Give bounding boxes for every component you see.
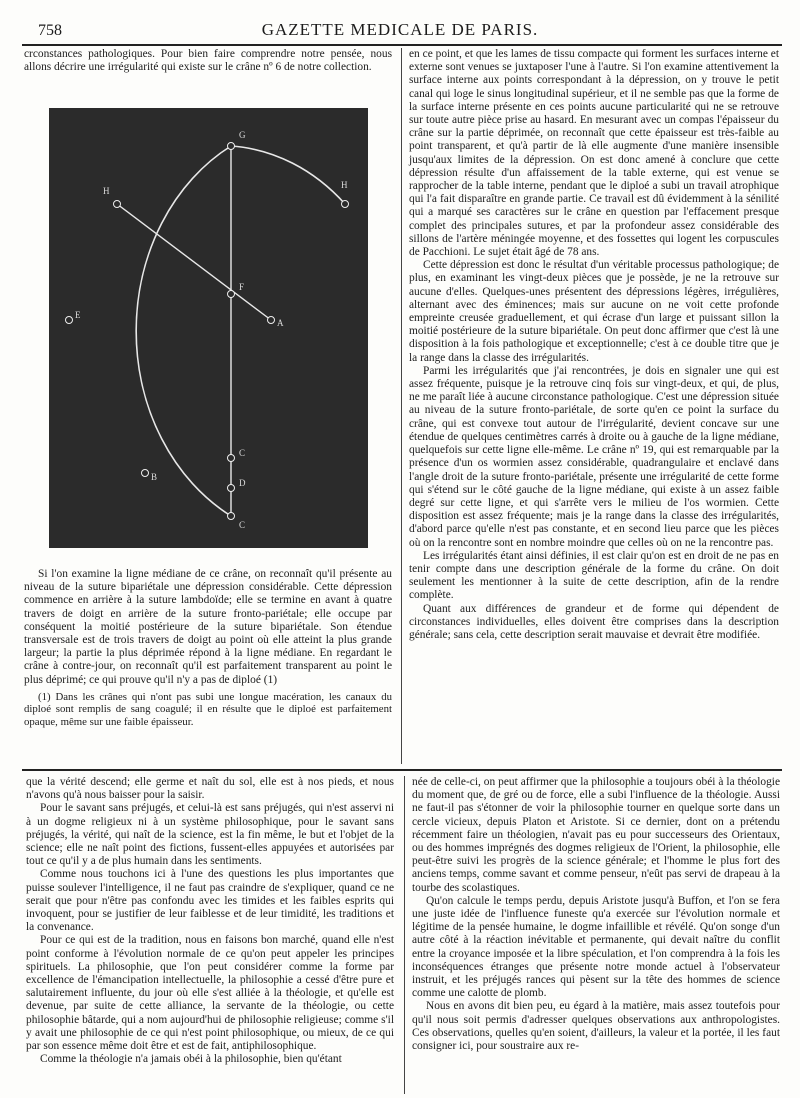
point-c [228, 513, 235, 520]
paragraph: crconstances pathologiques. Pour bien faire comprendre notre pensée, nous allons décrire une irrégularité qui existe sur le crâne nº 6 de notre collection. [24, 48, 392, 74]
point-c-upper [228, 455, 235, 462]
figure-label: E [75, 310, 81, 320]
paragraph: Si l'on examine la ligne médiane de ce crâne, on reconnaît qu'il présente au niveau de la suture bipariétale une dépression considérable. Cette dépression commence en arrière à la suture lambdoïde; elle se termine en avant à quatre travers de doigt en arrière de la suture fronto-pariétale; elle occupe par conséquent la moitié postérieure de la suture bipariétale. Son étendue transversale est de trois travers de doigt au point où elle atteint la plus grande largeur; la partie la plus déprimée répond à la ligne médiane. En regardant le crâne à contre-jour, on reconnaît qu'il est parfaitement transparent au point le plus déprimé; ce qui prouve qu'il n'y a pas de diploé (1) [24, 568, 392, 686]
page-number: 758 [38, 22, 62, 39]
figure-label: C [239, 520, 246, 530]
paragraph: Quant aux différences de grandeur et de forme qui dépendent de circonstances individuelles, elles doivent être comprises dans la description générale; sans cela, cette description serait mauvaise et devrait être modifiée. [409, 602, 779, 641]
figure-label: C [239, 448, 246, 458]
skull-outline-arc [136, 146, 345, 516]
figure-label: G [239, 130, 246, 140]
paragraph: Les irrégularités étant ainsi définies, il est clair qu'on est en droit de ne pas en tenir compte dans une description générale de la forme du crâne. On doit seulement les mentionner à la suite de cette description, afin de la rendre complète. [409, 549, 779, 602]
point-a [268, 317, 275, 324]
paragraph: Qu'on calcule le temps perdu, depuis Aristote jusqu'à Buffon, et l'on se fera une juste idée de l'influence funeste qu'a exercée sur l'évolution normale et légitime de la pensée humaine, le dogme infaillible et révélé. Qu'on songe d'un autre côté à la réaction inévitable et permanente, qui devait naître du conflit entre la croyance imposée et la libre spéculation, et l'on comprendra à la fois les inconséquences étranges que présente notre monde actuel à l'observateur instruit, et les préjugés rances qui pèsent sur la tête des hommes de science comme une calotte de plomb. [412, 894, 780, 1000]
paragraph: Parmi les irrégularités que j'ai rencontrées, je dois en signaler une qui est assez fréquente, puisque je la retrouve cinq fois sur vingt-deux, et qui, de plus, ne me paraît liée à aucune circonstance pathologique. C'est une dépression située au niveau de la suture fronto-pariétale, de sorte qu'en ce point la surface du crâne, qui est convexe tout autour de l'irrégularité, devient concave sur une étendue de quelques centimètres carrés à droite ou à gauche de la ligne médiane, quelquefois sur cette ligne elle-même. Le crâne nº 19, qui est remarquable par la présence d'un os wormien assez considérable, quadrangulaire et enclavé dans l'angle droit de la suture fronto-pariétale, présente une irrégularité de cette forme qui s'étend sur le côté gauche de la ligne médiane, qui existe à un assez faible degré sur cette ligne, et qui s'arrête vers le milieu de l'os wormien. Cette disposition est assez fréquente; mais je la range dans la classe des irrégularités, d'abord parce qu'elle n'est pas constante, et en second lieu parce que les pièces où on la rencontre sont en nombre moindre que celles où on ne la rencontre pas. [409, 364, 779, 549]
point-d [228, 485, 235, 492]
article-column-left-top [24, 48, 392, 74]
paragraph: née de celle-ci, on peut affirmer que la philosophie a toujours obéi à la théologie du moment que, de gré ou de force, elle a subi l'influence de la théologie. Aussi ne faut-il pas s'étonner de voir la philosophie tourner en quelque sorte dans un cercle vicieux, depuis Platon et Aristote. Si ce dernier, dont on a prétendu récemment faire un théologien, n'avait pas eu pour successeurs des Orientaux, ou des hommes imprégnés des dogmes religieux de l'Orient, la philosophie, elle peut-être suivi les progrès de la science générale; et l'homme le plus fort des anciens temps, comme savant et comme penseur, n'eût pas servi de drapeau à la tourbe des scolastiques. [412, 776, 780, 894]
paragraph: en ce point, et que les lames de tissu compacte qui forment les surfaces interne et externe sont venues se juxtaposer l'une à l'autre. Si l'on examine attentivement la surface interne aux points correspondant à la dépression, on y trouve le petit canal qui loge le sinus longitudinal supérieur, et il ne semble pas que la forme de la surface interne présente en ces points aucune particularité qui ne se retrouve sur toute autre pièce prise au hasard. En mesurant avec un compas l'épaisseur du crâne sur la partie déprimée, on reconnaît que cette épaisseur est très-faible au point transparent, et qu'à partir de là elle augmente d'une manière insensible jusqu'aux limites de la dépression. On est donc amené à conclure que cette dépression résulte d'un affaissement de la table externe, qui est venue se rapprocher de la table interne, pendant que le diploé a subi un travail atrophique qui l'a fait disparaître en grande partie. Ce travail est dû évidemment à la sénilité qui a marqué ses caractères sur le crâne en question par l'effacement presque complet des principales sutures, et par la profondeur assez considérable des sillons de l'artère méningée moyenne, et des fossettes qui logent les corpuscules de Pacchioni. Le sujet était âgé de 78 ans. [409, 48, 779, 259]
column-divider [404, 776, 405, 1094]
figure-label: H [103, 186, 110, 196]
header-rule [22, 44, 782, 46]
paragraph: Pour ce qui est de la tradition, nous en faisons bon marché, quand elle n'est point conforme à l'évolution normale de ce qu'on peut appeler les principes spirituels. La philosophie, que l'on peut considérer comme la forme par excellence de l'émancipation intellectuelle, la philosophie a cessé d'être pure et salutairement influente, du jour où elle s'est alliée à la théologie, et qu'elle est devenue, par suite de cette alliance, la servante de la théologie, ou cette philosophie bâtarde, qui a nom aujourd'hui de philosophie religieuse; comme s'il y avait une philosophie de ce qui n'est point philosophique, ou mieux, de ce qui par son essence même doit être et est de fait, antiphilosophique. [26, 934, 394, 1053]
figure-label: A [277, 318, 284, 328]
feuilleton-column-right [412, 776, 780, 1053]
column-divider [401, 48, 402, 764]
paragraph: Comme la théologie n'a jamais obéi à la philosophie, bien qu'étant [40, 1053, 342, 1066]
paragraph: que la vérité descend; elle germe et naît du sol, elle est à nos pieds, et nous n'avons qu'à nous baisser pour la saisir. [26, 776, 394, 802]
point-h-left [114, 201, 121, 208]
figure-label: H [341, 180, 348, 190]
skull-diagram [49, 108, 368, 548]
point-b [142, 470, 149, 477]
journal-title: GAZETTE MEDICALE DE PARIS. [261, 20, 539, 39]
diagonal-line [117, 204, 271, 320]
point-h-right [342, 201, 349, 208]
point-g [228, 143, 235, 150]
skull-diagram-figure [49, 108, 368, 548]
point-e [66, 317, 73, 324]
article-column-left-bottom [24, 568, 392, 729]
paragraph: Pour le savant sans préjugés, et celui-là est sans préjugés, qui n'est asservi ni à un dogme religieux ni à un système philosophique, pour le savant sans préjugés, la vérité, qui naît de la science, est la fin même, le but et l'objet de la science; elle ne naît point des fictions, fussent-elles appuyées et autorisées par tout ce qu'il y a de plus humain dans les sentiments. [26, 802, 394, 868]
figure-label: F [239, 282, 245, 292]
article-column-right [409, 48, 779, 642]
paragraph: Comme nous touchons ici à l'une des questions les plus importantes que puisse soulever l'intelligence, il ne faut pas craindre de s'expliquer, quand ce ne serait que pour n'être pas confondu avec les timides et les faibles esprits qui invoquent, pour se justifier de leur faiblesse et de leur timidité, les traditions et la convenance. [26, 868, 394, 934]
footnote: (1) Dans les crânes qui n'ont pas subi une longue macération, les canaux du diploé sont remplis de sang coagulé; il en résulte que le diploé est parfaitement opaque, même sur une faible épaisseur. [24, 690, 392, 729]
section-rule [22, 769, 782, 771]
paragraph: Nous en avons dit bien peu, eu égard à la matière, mais assez toutefois pour qu'il nous soit permis d'adresser quelques observations aux anthropologistes. Ces observations, quelles qu'en soient, d'ailleurs, la valeur et la portée, il les faut consigner ici, pour soustraire aux re- [412, 1000, 780, 1053]
feuilleton-column-left [26, 776, 394, 1066]
figure-label: B [151, 472, 158, 482]
point-f [228, 291, 235, 298]
figure-label: D [239, 478, 246, 488]
paragraph: Cette dépression est donc le résultat d'un véritable processus pathologique; de plus, en examinant les vingt-deux pièces que je possède, je ne la retrouve sur aucune d'elles. Quelques-unes présentent des dépressions légères, irrégulières, alternant avec des éminences; mais sur aucune on ne voit cette profonde empreinte creusée graduellement, et qui écrase d'un large et puissant sillon la moitié postérieure de la suture bipariétale. On peut donc affirmer que c'est là une disposition à la fois pathologique et exceptionnelle; c'est à ce double titre que je la range dans la classe des irrégularités. [409, 259, 779, 364]
